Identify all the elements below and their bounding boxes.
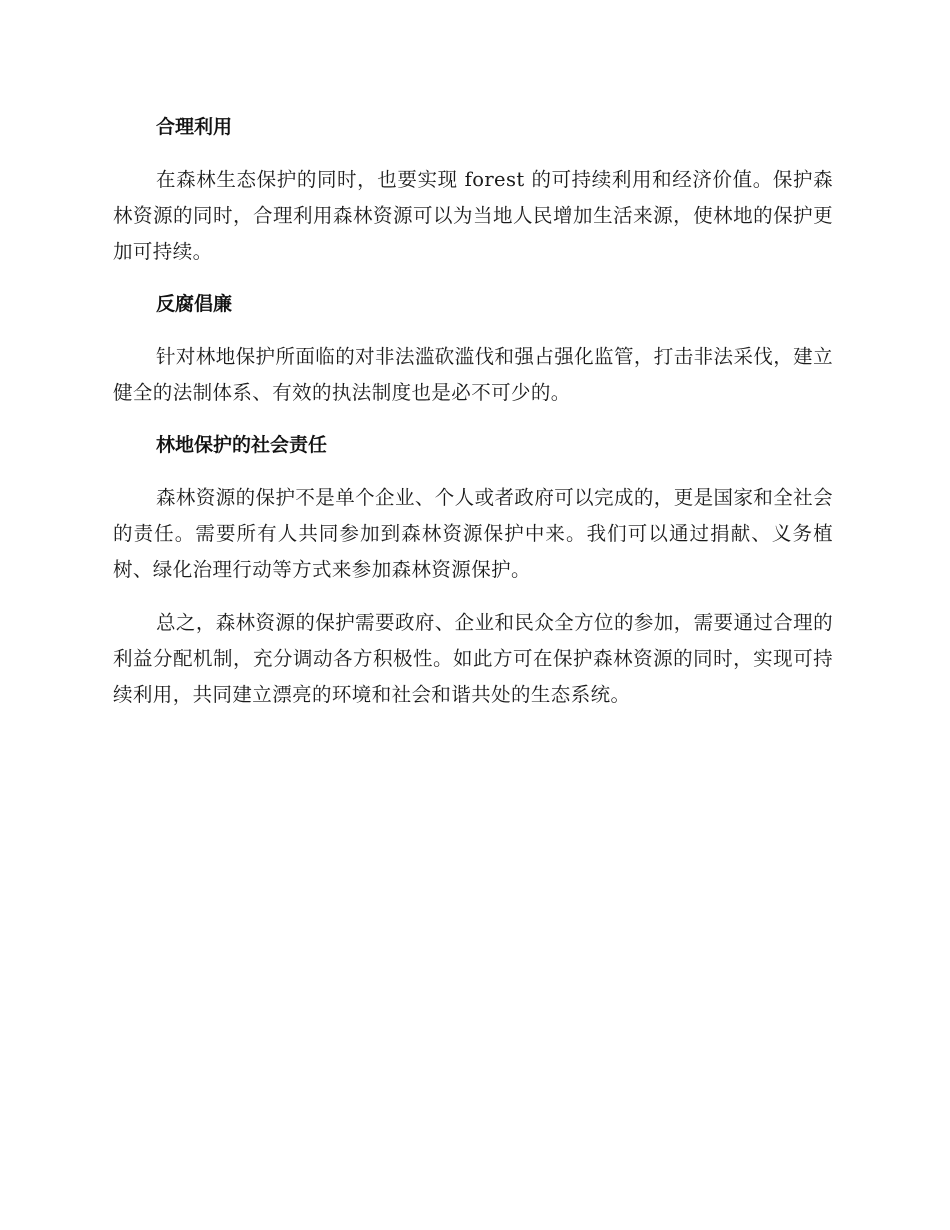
document-page [113,110,833,713]
section-heading-social-responsibility: 林地保护的社会责任 [156,434,328,456]
paragraph-conclusion: 总之，森林资源的保护需要政府、企业和民众全方位的参加，需要通过合理的利益分配机制，充分调动各方积极性。如此方可在保护森林资源的同时，实现可持续利用，共同建立漂亮的环境和社会和谐共处的生态系统。 [113,611,833,706]
paragraph-anti-corruption: 针对林地保护所面临的对非法滥砍滥伐和强占强化监管，打击非法采伐，建立健全的法制体系、有效的执法制度也是必不可少的。 [113,345,833,404]
section-heading-anti-corruption: 反腐倡廉 [156,293,233,315]
paragraph-social-responsibility: 森林资源的保护不是单个企业、个人或者政府可以完成的，更是国家和全社会的责任。需要所有人共同参加到森林资源保护中来。我们可以通过捐献、义务植树、绿化治理行动等方式来参加森林资源保护。 [113,486,833,581]
section-heading-rational-use: 合理利用 [156,116,233,138]
paragraph-rational-use: 在森林生态保护的同时，也要实现 forest 的可持续利用和经济价值。保护森林资源的同时，合理利用森林资源可以为当地人民增加生活来源，使林地的保护更加可持续。 [113,168,833,263]
